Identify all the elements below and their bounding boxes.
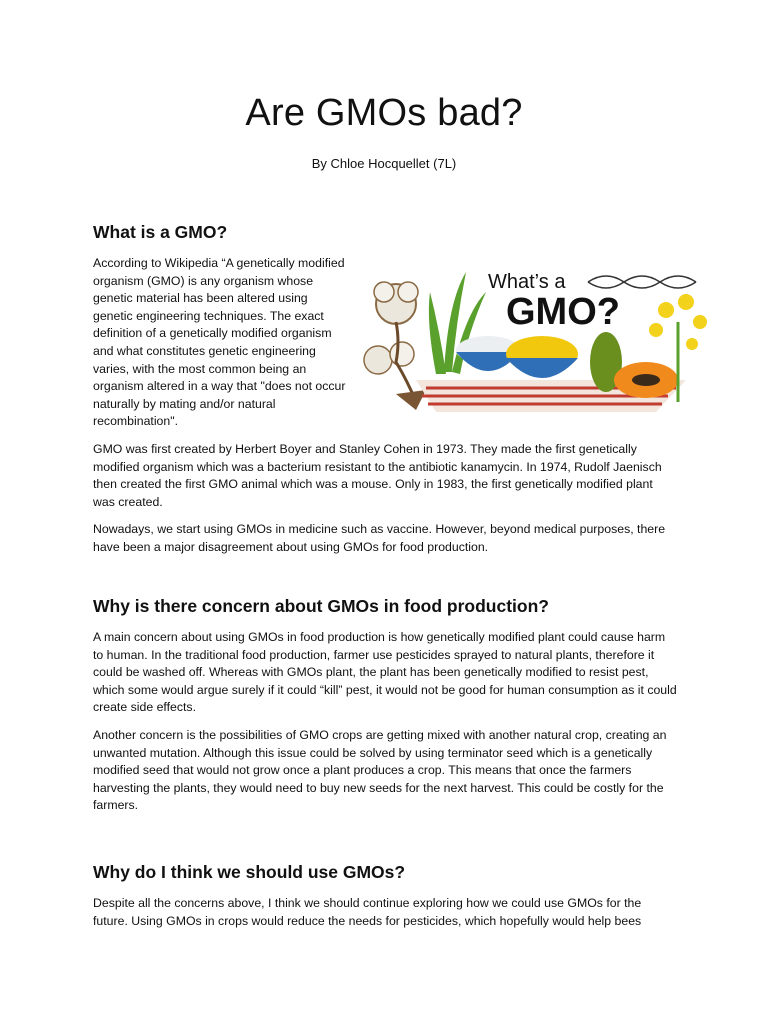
page-title: Are GMOs bad? bbox=[245, 92, 523, 134]
papaya-icon bbox=[590, 332, 678, 398]
paragraph: GMO was first created by Herbert Boyer and Stanley Cohen in 1973. They made the first genetically modified organism which was a bacterium resistant to the antibiotic kanamycin. In 1974, Rudolf Jaenisch then created the first GMO animal which was a mouse. Only in 1983, the first genetically modified plant was created. bbox=[93, 442, 662, 509]
paragraph: Nowadays, we start using GMOs in medicine such as vaccine. However, beyond medical purposes, there have been a major disagreement about using GMOs for food production. bbox=[93, 522, 666, 554]
paragraph: According to Wikipedia “A genetically modified organism (GMO) is any organism whose genetic material has been altered using genetic engineering techniques. The exact definition of a genetically modified organism and what constitutes genetic engineering varies, with the most common being an organism altered in a way that "does not occur naturally by mating and/or natural recombination". bbox=[93, 256, 346, 429]
section-heading-why-use: Why do I think we should use GMOs? bbox=[93, 862, 406, 882]
dna-icon bbox=[588, 276, 696, 288]
illustration-caption-small: What’s a bbox=[488, 271, 566, 293]
section-heading-concern: Why is there concern about GMOs in food production? bbox=[93, 596, 549, 616]
paragraph: A main concern about using GMOs in food production is how genetically modified plant could cause harm to human. In the traditional food production, farmer use pesticides sprayed to natural plants, therefore it could be washed off. Whereas with GMOs plant, the plant has been genetically modified to resist pest, which some would argue surely if it could “kill” pest, it would not be good for human consumption as it could create side effects. bbox=[93, 630, 677, 715]
gmo-illustration bbox=[356, 262, 720, 414]
cotton-icon bbox=[364, 282, 426, 410]
section-heading-what-is-gmo: What is a GMO? bbox=[93, 222, 228, 242]
illustration-caption-big: GMO? bbox=[506, 291, 620, 333]
corn-bowl-icon bbox=[506, 336, 578, 378]
byline: By Chloe Hocquellet (7L) bbox=[311, 156, 457, 171]
paragraph: Another concern is the possibilities of GMO crops are getting mixed with another natural crop, creating an unwanted mutation. Although this issue could be solved by using terminator seed which is a genetically modified seed that would not grow once a plant produces a crop. This means that once the farmers harvesting the plants, they would need to buy new seeds for the next harvest. This could be costly for the farmers. bbox=[93, 728, 667, 813]
paragraph: Despite all the concerns above, I think we should continue exploring how we could use GMOs for the future. Using GMOs in crops would reduce the needs for pesticides, which hopefully would help bees bbox=[93, 896, 642, 928]
